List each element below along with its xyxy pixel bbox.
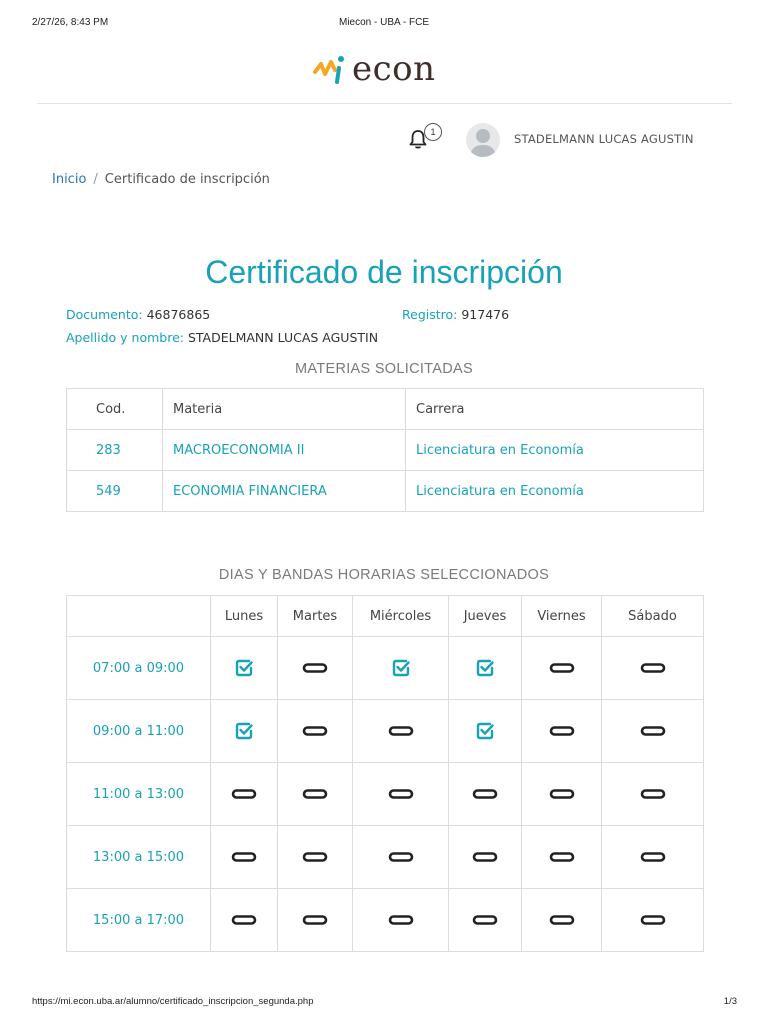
unselected-dash-icon (472, 788, 498, 800)
schedule-cell-unselected (522, 637, 602, 700)
schedule-cell-unselected (449, 826, 522, 889)
unselected-dash-icon (640, 851, 666, 863)
registro-field (402, 307, 509, 322)
unselected-dash-icon (231, 914, 257, 926)
day-header: Miércoles (353, 596, 449, 637)
user-bar (0, 122, 768, 156)
unselected-dash-icon (549, 788, 575, 800)
unselected-dash-icon (388, 725, 414, 737)
breadcrumb-current: Certificado de inscripción (104, 172, 270, 187)
page-title: Certificado de inscripción (205, 254, 563, 290)
day-header: Martes (278, 596, 353, 637)
unselected-dash-icon (388, 788, 414, 800)
schedule-cell-unselected (353, 889, 449, 952)
documento-label: Documento: (66, 307, 143, 322)
column-header-materia: Materia (163, 389, 406, 430)
checked-box-icon (475, 721, 495, 741)
print-header (0, 17, 768, 31)
registro-value: 917476 (461, 307, 510, 322)
schedule-cell-unselected (278, 637, 353, 700)
print-footer (0, 996, 768, 1010)
schedule-cell-unselected (602, 889, 704, 952)
subject-name: ECONOMIA FINANCIERA (163, 471, 406, 512)
unselected-dash-icon (302, 662, 328, 674)
schedule-cell-unselected (522, 700, 602, 763)
unselected-dash-icon (549, 914, 575, 926)
checked-box-icon (234, 658, 254, 678)
schedule-cell-selected (211, 700, 278, 763)
unselected-dash-icon (302, 851, 328, 863)
schedule-row (67, 826, 704, 889)
nombre-label: Apellido y nombre: (66, 330, 184, 345)
unselected-dash-icon (302, 914, 328, 926)
header-divider (37, 103, 732, 104)
schedule-cell-selected (211, 637, 278, 700)
schedule-row (67, 637, 704, 700)
documento-field (66, 307, 210, 322)
day-header: Lunes (211, 596, 278, 637)
unselected-dash-icon (302, 725, 328, 737)
schedule-row (67, 763, 704, 826)
table-row (67, 430, 704, 471)
schedule-cell-unselected (522, 826, 602, 889)
time-band-label: 13:00 a 15:00 (67, 826, 211, 889)
unselected-dash-icon (388, 914, 414, 926)
subjects-table (66, 388, 704, 512)
schedule-row (67, 889, 704, 952)
unselected-dash-icon (640, 662, 666, 674)
column-header-cod: Cod. (67, 389, 163, 430)
registro-label: Registro: (402, 307, 458, 322)
subject-code: 283 (67, 430, 163, 471)
nombre-field (66, 330, 378, 345)
schedule-cell-unselected (353, 700, 449, 763)
subjects-header-row (67, 389, 704, 430)
unselected-dash-icon (549, 662, 575, 674)
user-silhouette-icon (466, 123, 500, 157)
schedule-cell-unselected (278, 763, 353, 826)
time-band-label: 15:00 a 17:00 (67, 889, 211, 952)
subject-career: Licenciatura en Economía (406, 471, 704, 512)
schedule-header-row (67, 596, 704, 637)
avatar[interactable] (466, 123, 500, 157)
schedule-cell-unselected (602, 637, 704, 700)
schedule-cell-unselected (602, 763, 704, 826)
day-header: Sábado (602, 596, 704, 637)
schedule-cell-selected (449, 637, 522, 700)
unselected-dash-icon (640, 725, 666, 737)
checked-box-icon (475, 658, 495, 678)
schedule-cell-unselected (602, 826, 704, 889)
print-page-number: 1/3 (723, 996, 737, 1007)
schedule-cell-unselected (353, 826, 449, 889)
schedule-body (67, 637, 704, 952)
unselected-dash-icon (549, 851, 575, 863)
schedule-cell-unselected (449, 763, 522, 826)
schedule-cell-selected (353, 637, 449, 700)
schedule-row (67, 700, 704, 763)
print-page-title: Miecon - UBA - FCE (338, 17, 430, 28)
schedule-cell-unselected (449, 889, 522, 952)
econ-logo[interactable] (312, 50, 436, 88)
day-header: Jueves (449, 596, 522, 637)
schedule-cell-unselected (278, 826, 353, 889)
table-row (67, 471, 704, 512)
schedule-cell-unselected (211, 826, 278, 889)
schedule-cell-unselected (211, 889, 278, 952)
schedule-cell-unselected (278, 889, 353, 952)
logo-text: econ (352, 49, 436, 89)
documento-value: 46876865 (146, 307, 211, 322)
unselected-dash-icon (231, 788, 257, 800)
unselected-dash-icon (388, 851, 414, 863)
schedule-cell-unselected (602, 700, 704, 763)
subject-name: MACROECONOMIA II (163, 430, 406, 471)
breadcrumb-home-link[interactable]: Inicio (52, 172, 87, 187)
unselected-dash-icon (231, 851, 257, 863)
checked-box-icon (234, 721, 254, 741)
schedule-cell-selected (449, 700, 522, 763)
logo-mark-icon (312, 50, 348, 88)
column-header-carrera: Carrera (406, 389, 704, 430)
schedule-table (66, 595, 704, 952)
schedule-cell-unselected (278, 700, 353, 763)
unselected-dash-icon (472, 851, 498, 863)
day-header: Viernes (522, 596, 602, 637)
time-band-label: 09:00 a 11:00 (67, 700, 211, 763)
unselected-dash-icon (640, 788, 666, 800)
nombre-value: STADELMANN LUCAS AGUSTIN (187, 330, 379, 345)
time-band-label: 11:00 a 13:00 (67, 763, 211, 826)
schedule-cell-unselected (522, 889, 602, 952)
checked-box-icon (391, 658, 411, 678)
unselected-dash-icon (640, 914, 666, 926)
print-url: https://mi.econ.uba.ar/alumno/certificado_inscripcion_segunda.php (32, 996, 314, 1007)
subjects-section-title: MATERIAS SOLICITADAS (295, 361, 473, 377)
schedule-cell-unselected (211, 763, 278, 826)
schedule-cell-unselected (522, 763, 602, 826)
notification-badge: 1 (424, 123, 442, 141)
schedule-section-title: DIAS Y BANDAS HORARIAS SELECCIONADOS (218, 567, 550, 583)
breadcrumb (52, 172, 270, 187)
time-band-label: 07:00 a 09:00 (67, 637, 211, 700)
print-date: 2/27/26, 8:43 PM (32, 17, 109, 28)
subject-career: Licenciatura en Economía (406, 430, 704, 471)
breadcrumb-separator: / (93, 172, 98, 187)
unselected-dash-icon (472, 914, 498, 926)
schedule-corner-cell (67, 596, 211, 637)
unselected-dash-icon (549, 725, 575, 737)
subject-code: 549 (67, 471, 163, 512)
user-name[interactable]: STADELMANN LUCAS AGUSTIN (514, 132, 694, 146)
unselected-dash-icon (302, 788, 328, 800)
schedule-cell-unselected (353, 763, 449, 826)
